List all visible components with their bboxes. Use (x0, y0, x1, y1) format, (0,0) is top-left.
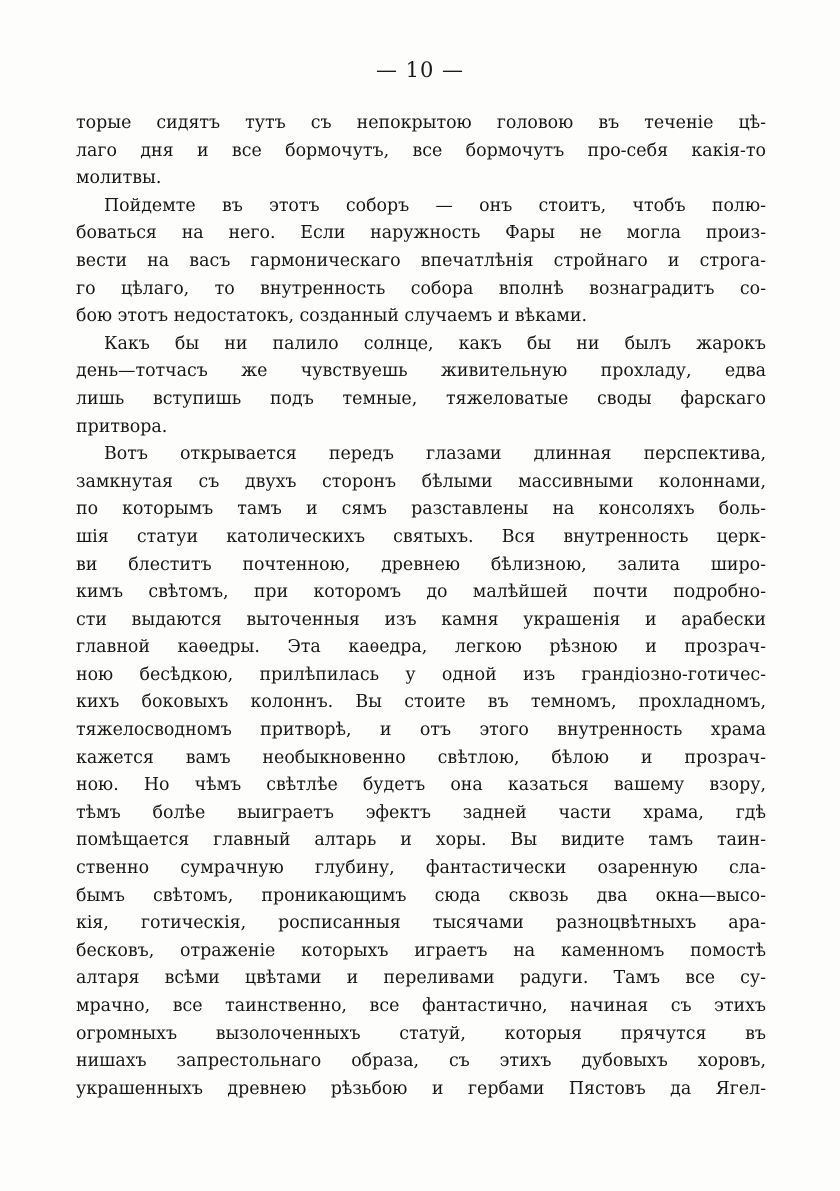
text-line: притвора. (76, 416, 168, 437)
text-line: тѣмъ болѣе выиграетъ эфектъ задней части храма, гдѣ (76, 802, 766, 823)
text-line: ви блеститъ почтенною, древнею бѣлизною, залита широ- (76, 554, 766, 575)
text-line: кихъ боковыхъ колоннъ. Вы стоите въ темномъ, прохладномъ, (76, 692, 766, 713)
text-line: огромныхъ вызолоченныхъ статуй, которыя прячутся въ (76, 1023, 766, 1044)
text-line: ственно сумрачную глубину, фантастически озаренную сла- (76, 858, 766, 879)
text-line: вести на васъ гармоническаго впечатлѣнія стройнаго и строга- (76, 250, 766, 271)
text-line: тяжелосводномъ притворѣ, и отъ этого внутренность храма (76, 720, 766, 741)
text-line: помѣщается главный алтарь и хоры. Вы видите тамъ таин- (76, 830, 766, 851)
text-line: замкнутая съ двухъ сторонъ бѣлыми массивными колоннами, (76, 471, 766, 492)
text-line: по которымъ тамъ и сямъ разставлены на консоляхъ боль- (76, 499, 766, 520)
body-text (76, 110, 766, 1103)
text-line: Пойдемте въ этотъ соборъ — онъ стоитъ, чтобъ полю- (104, 195, 766, 216)
text-line: бою этотъ недостатокъ, созданный случаемъ и вѣками. (76, 306, 588, 327)
text-line: нишахъ запрестольнаго образа, съ этихъ дубовыхъ хоровъ, (76, 1051, 766, 1072)
text-line: лаго дня и все бормочутъ, все бормочутъ про-себя какія-то (76, 140, 766, 161)
text-line: сти выдаются выточенныя изъ камня украшенія и арабески (76, 609, 766, 630)
text-line: день—тотчасъ же чувствуешь живительную прохладу, едва (76, 361, 766, 382)
text-line: главной каѳедры. Эта каѳедра, легкою рѣзною и прозрач- (76, 637, 766, 658)
text-line: Вотъ открывается передъ глазами длинная перспектива, (104, 444, 766, 465)
text-line: мрачно, все таинственно, все фантастично, начиная съ этихъ (76, 996, 766, 1016)
text-line: бымъ свѣтомъ, проникающимъ сюда сквозь два окна—высо- (76, 885, 766, 906)
text-line: ною бесѣдкою, прилѣпилась у одной изъ грандіозно-готичес- (76, 664, 766, 685)
text-line: бесковъ, отраженіе которыхъ играетъ на каменномъ помостѣ (76, 940, 766, 961)
text-line: торые сидятъ тутъ съ непокрытою головою въ теченіе цѣ- (76, 113, 766, 133)
text-line: украшенныхъ древнею рѣзьбою и гербами Пястовъ да Ягел- (76, 1078, 766, 1099)
text-line: кія, готическія, росписанныя тысячами разноцвѣтныхъ ара- (76, 913, 766, 934)
text-line: кажется вамъ необыкновенно свѣтлою, бѣлою и прозрач- (76, 747, 766, 768)
text-line: ною. Но чѣмъ свѣтлѣе будетъ она казаться вашему взору, (76, 775, 766, 796)
page-number: — 10 — (375, 58, 465, 82)
text-line: алтаря всѣми цвѣтами и переливами радуги. Тамъ все су- (76, 968, 766, 989)
text-line: Какъ бы ни палило солнце, какъ бы ни былъ жарокъ (104, 333, 766, 354)
text-line: го цѣлаго, то внутренность собора вполнѣ вознаградитъ со- (76, 278, 766, 299)
text-line: молитвы. (76, 168, 162, 189)
text-line: шія статуи католическихъ святыхъ. Вся внутренность церк- (76, 526, 766, 547)
text-line: боваться на него. Если наружность Фары не могла произ- (76, 223, 766, 244)
text-line: лишь вступишь подъ темные, тяжеловатые своды фарскаго (76, 388, 766, 409)
text-line: кимъ свѣтомъ, при которомъ до малѣйшей почти подробно- (76, 582, 766, 603)
